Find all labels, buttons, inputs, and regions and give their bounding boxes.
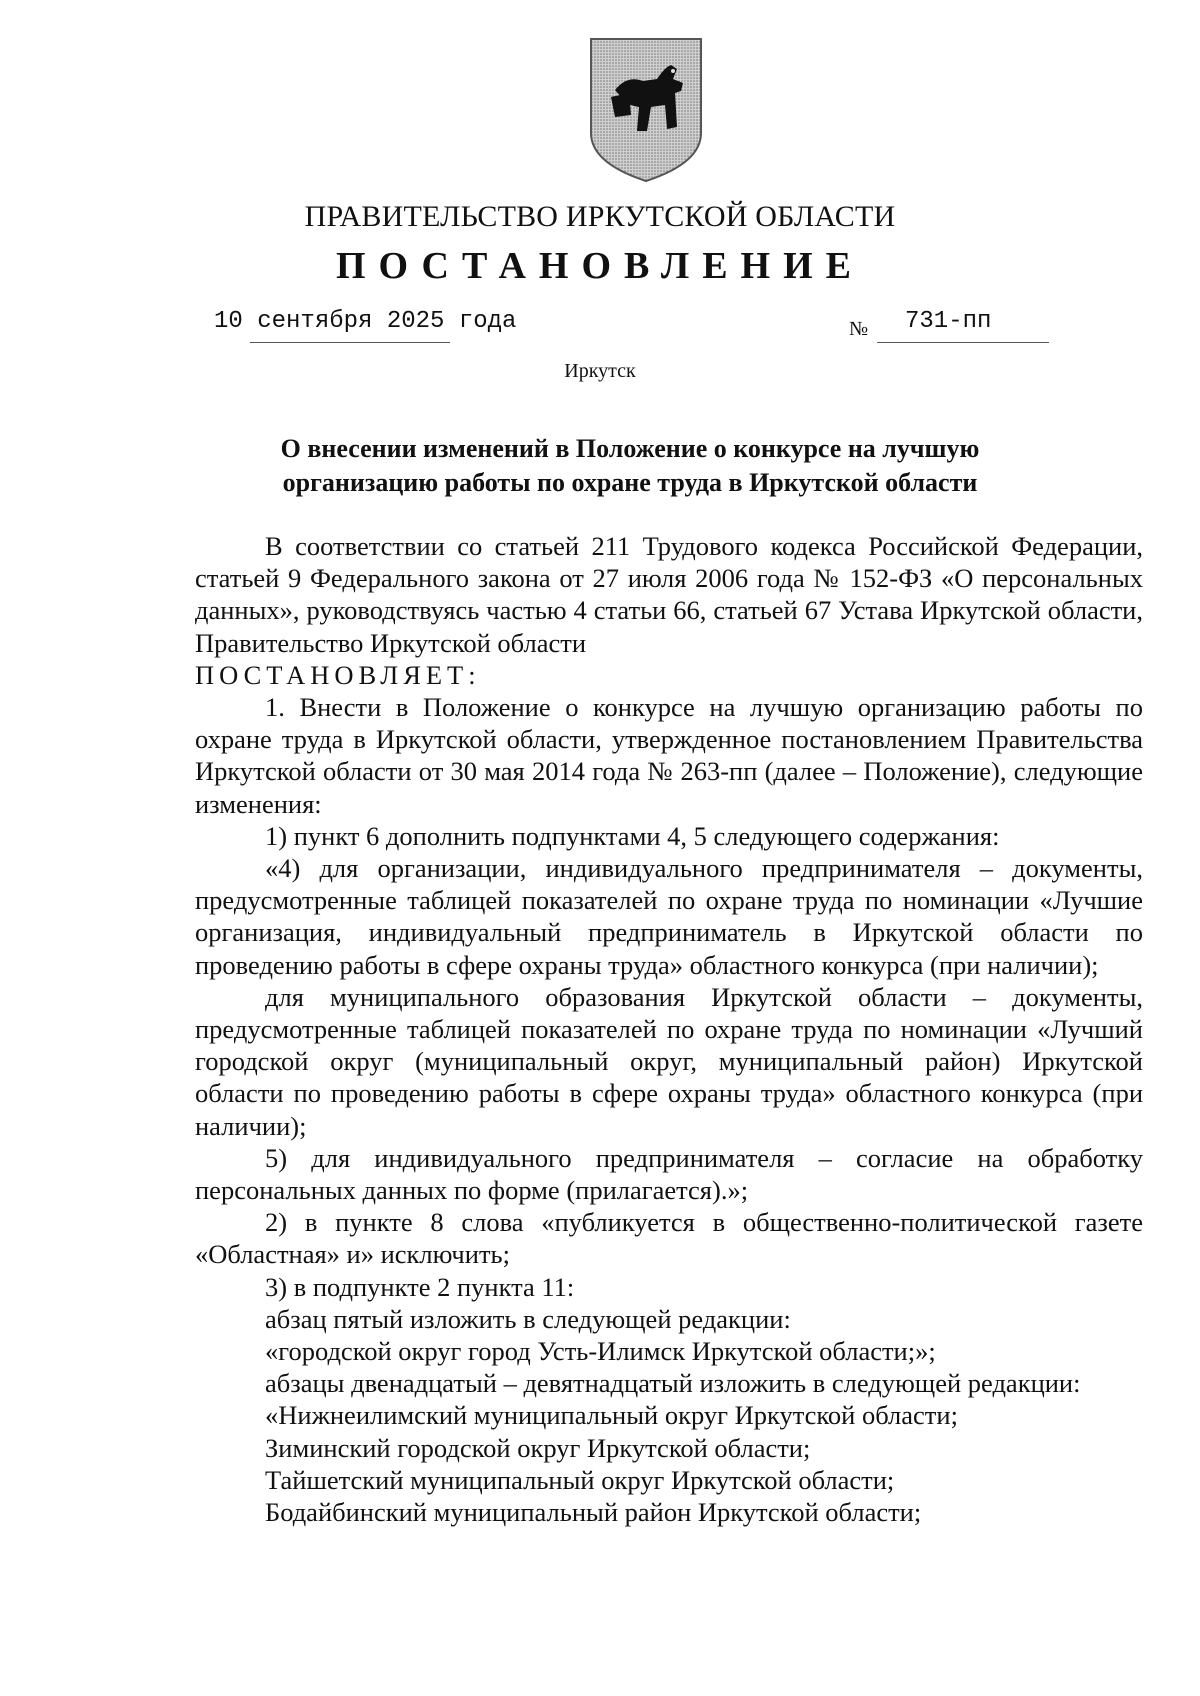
number-sign: № <box>849 318 869 340</box>
document-subject <box>200 432 1060 500</box>
document-city: Иркутск <box>564 360 636 382</box>
list-item: Тайшетский муниципальный округ Иркутской области; <box>265 1464 895 1495</box>
list-item: Бодайбинский муниципальный район Иркутской области; <box>265 1497 922 1528</box>
document-date: 10 сентября 2025 года <box>214 308 517 335</box>
subitem-3-c: абзацы двенадцатый – девятнадцатый изложить в следующей редакции: <box>265 1368 1081 1399</box>
subitem-3-b: «городской округ город Усть-Илимск Иркутской области;»; <box>265 1336 936 1367</box>
coat-of-arms-emblem <box>585 35 707 185</box>
document-type-title: ПОСТАНОВЛЕНИЕ <box>335 245 865 287</box>
subject-line-2: организацию работы по охране труда в Иркутской области <box>282 468 978 497</box>
subitem-1-5: 5) для индивидуального предпринимателя – согласие на обработку персональных данных по форме (прилагается).»; <box>195 1142 1143 1206</box>
document-number: 731-пп <box>905 308 992 335</box>
list-item: Зиминский городской округ Иркутской области; <box>265 1432 811 1463</box>
resolves-heading: ПОСТАНОВЛЯЕТ: <box>195 659 481 690</box>
subitem-3: 3) в подпункте 2 пункта 11: <box>265 1271 575 1302</box>
paragraph-1: 1. Внести в Положение о конкурсе на лучшую организацию работы по охране труда в Иркутской области, утвержденное постановлением Правительства Иркутской области от 30 мая 2014 года № 263-пп (далее – Положение), следующие изменения: <box>195 692 1143 819</box>
list-item: «Нижнеилимский муниципальный округ Иркутской области; <box>265 1400 958 1431</box>
subitem-3-a: абзац пятый изложить в следующей редакции: <box>265 1303 791 1334</box>
preamble-paragraph: В соответствии со статьей 211 Трудового кодекса Российской Федерации, статьей 9 Федерального закона от 27 июля 2006 года № 152-ФЗ «О персональных данных», руководствуясь частью 4 статьи 66, статьей 67 Устава Иркутской области, Правительство Иркутской области <box>195 531 1143 658</box>
subitem-1-4-org: «4) для организации, индивидуального предпринимателя – документы, предусмотренные таблицей показателей по охране труда по номинации «Лучшие организация, индивидуальный предприниматель в Иркутской области по проведению работы в сфере охраны труда» областного конкурса (при наличии); <box>195 853 1143 980</box>
date-underline <box>250 342 450 343</box>
document-body <box>195 530 1143 1528</box>
subitem-2: 2) в пункте 8 слова «публикуется в общественно-политической газете «Областная» и» исключить; <box>195 1207 1143 1270</box>
government-name: ПРАВИТЕЛЬСТВО ИРКУТСКОЙ ОБЛАСТИ <box>304 200 896 233</box>
subitem-1-4-municipal: для муниципального образования Иркутской области – документы, предусмотренные таблицей показателей по охране труда по номинации «Лучший городской округ (муниципальный округ, муниципальный район) Иркутской области по проведению работы в сфере охраны труда» областного конкурса (при наличии); <box>195 981 1143 1141</box>
number-underline <box>877 342 1049 343</box>
subject-line-1: О внесении изменений в Положение о конкурсе на лучшую <box>280 434 980 463</box>
subitem-1: 1) пункт 6 дополнить подпунктами 4, 5 следующего содержания: <box>265 820 1000 851</box>
